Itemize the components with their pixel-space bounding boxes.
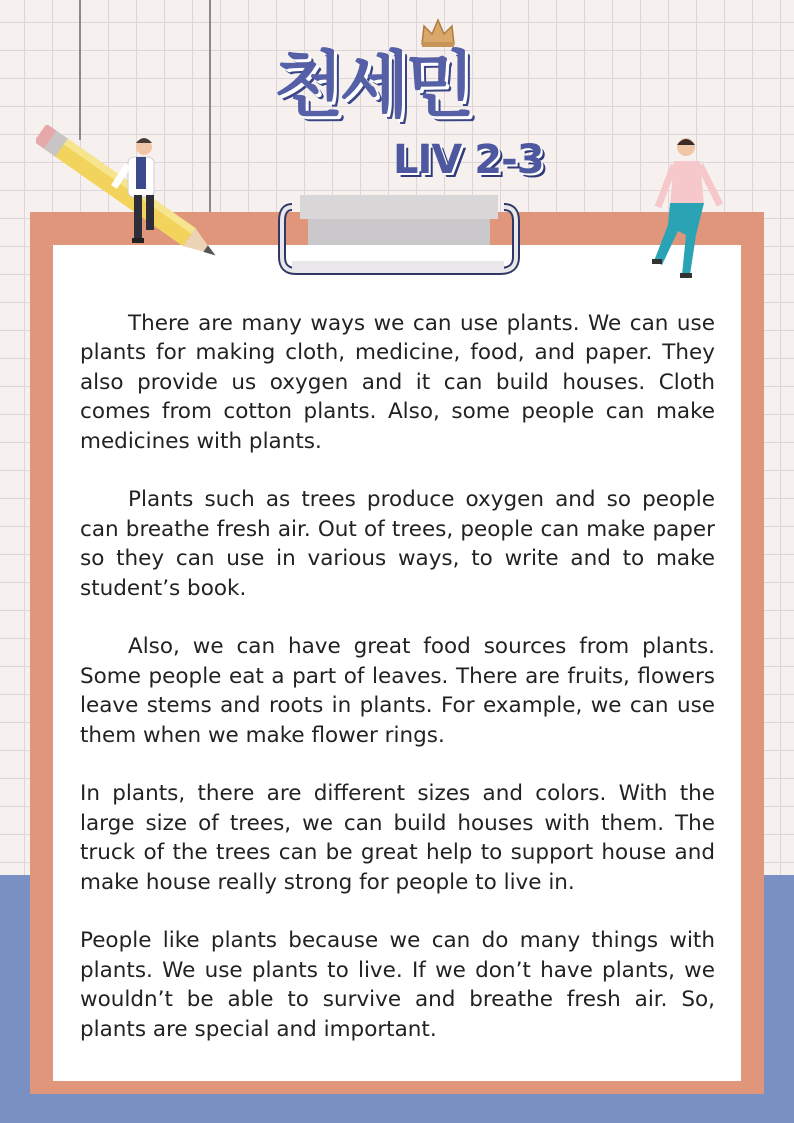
paragraph: In plants, there are different sizes and colors. With the large size of trees, we can build houses with them. The truck of the trees can be great help to support house and make house really strong for people to live in. [80, 781, 715, 895]
clipboard-clip-icon [278, 193, 520, 277]
person-on-pencil-illustration [36, 125, 251, 285]
sitting-person-illustration [648, 135, 728, 285]
paragraph: There are many ways we can use plants. We can use plants for making cloth, medicine, food, and paper. They also provide us oxygen and it can build houses. Cloth comes from cotton plants. Also, some people can make medicines with plants. [80, 311, 715, 454]
paragraph: People like plants because we can do many things with plants. We use plants to live. If we don’t have plants, we wouldn’t be able to survive and breathe fresh air. So, plants are special and important. [80, 928, 715, 1042]
level-label: LIV 2-3 [393, 137, 544, 183]
header [255, 30, 555, 190]
paragraph: Plants such as trees produce oxygen and so people can breathe fresh air. Out of trees, people can make paper so they can use in various ways, to write and to make student’s book. [80, 487, 715, 601]
page-title: 천세민 [274, 43, 471, 127]
essay-body [80, 309, 715, 1073]
hanging-string-left [79, 0, 81, 140]
paragraph: Also, we can have great food sources from plants. Some people eat a part of leaves. There are fruits, flowers leave stems and roots in plants. For example, we can use them when we make flower rings. [80, 634, 715, 748]
